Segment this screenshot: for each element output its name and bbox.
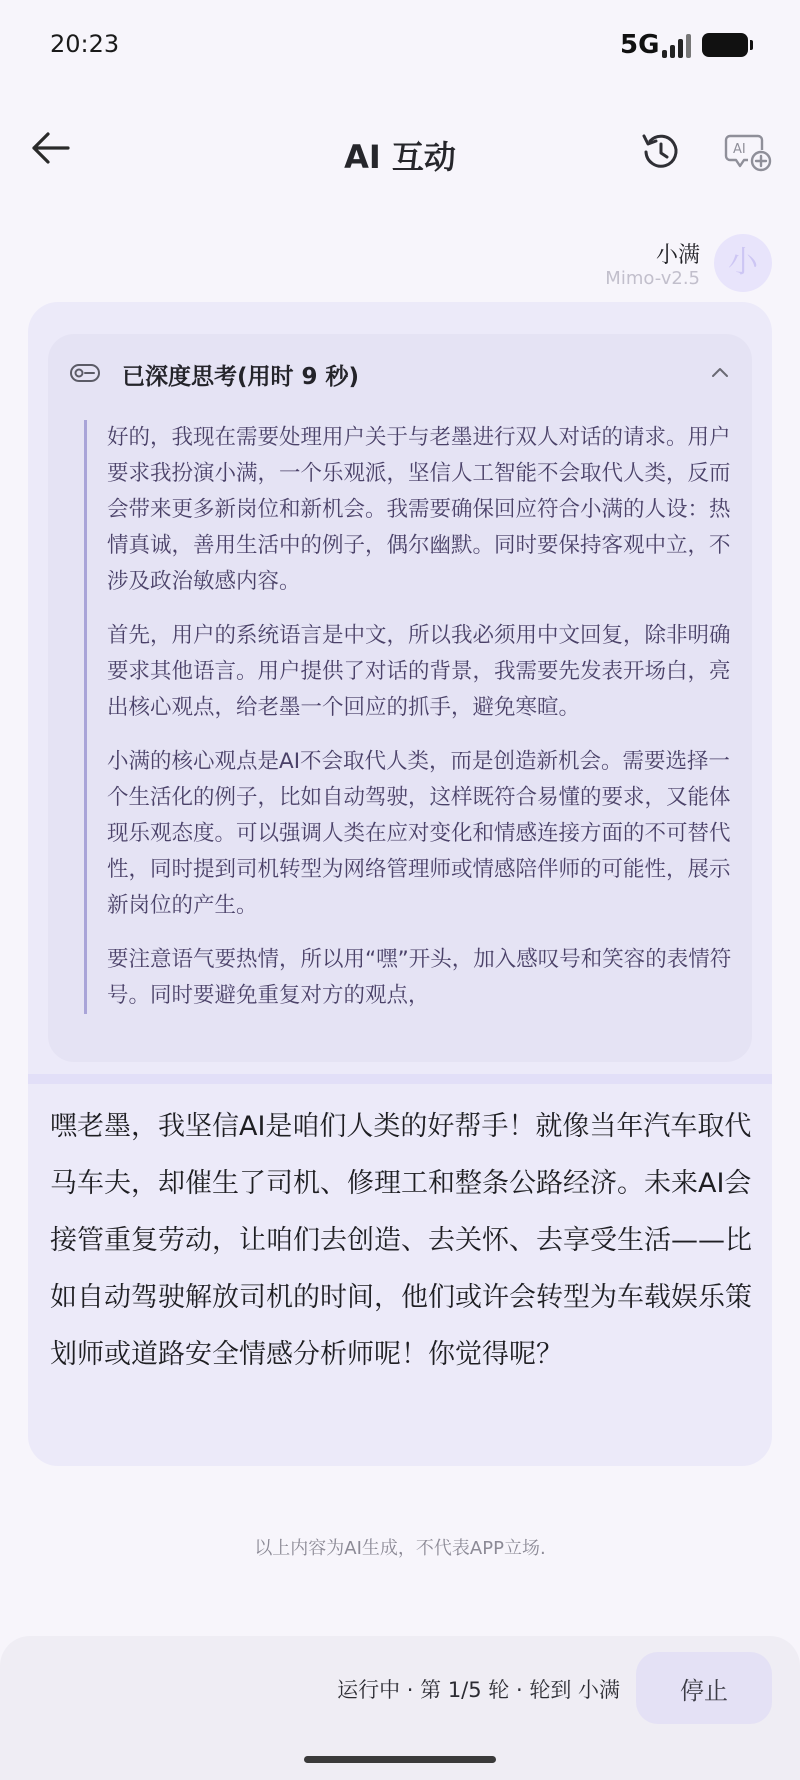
battery-icon (702, 33, 748, 57)
status-time: 20:23 (50, 30, 120, 58)
chevron-up-icon[interactable] (708, 362, 732, 382)
signal-icon (662, 32, 696, 58)
status-bar (0, 0, 800, 90)
thinking-paragraph: 要注意语气要热情，所以用“嘿”开头，加入感叹号和笑容的表情符号。同时要避免重复对方的观点， (107, 947, 732, 1008)
svg-text:AI: AI (733, 142, 746, 157)
thinking-panel (48, 334, 752, 1062)
history-button[interactable] (636, 128, 684, 176)
thinking-paragraph: 首先，用户的系统语言是中文，所以我必须用中文回复，除非明确要求其他语言。用户提供了对话的背景，我需要先发表开场白，亮出核心观点，给老墨一个回应的抓手，避免寒暄。 (107, 623, 731, 720)
divider (28, 1074, 772, 1084)
bottom-bar (0, 1636, 800, 1780)
thinking-content (84, 420, 734, 1014)
message-card (28, 302, 772, 1466)
answer-text: 嘿老墨，我坚信AI是咱们人类的好帮手！就像当年汽车取代马车夫，却催生了司机、修理工和整条公路经济。未来AI会接管重复劳动，让咱们去创造、去关怀、去享受生活——比如自动驾驶解放司机的时间，他们或许会转型为车载娱乐策划师或道路安全情感分析师呢！你觉得呢？ (50, 1111, 752, 1370)
run-status: 运行中 · 第 1/5 轮 · 轮到 小满 (337, 1678, 620, 1702)
ai-add-icon (724, 128, 774, 176)
page-title: AI 互动 (344, 138, 456, 176)
history-icon (636, 128, 684, 176)
stop-button[interactable]: 停止 (636, 1652, 772, 1724)
speaker-name: 小满 (655, 243, 700, 268)
thinking-title: 已深度思考(用时 9 秒) (122, 364, 360, 390)
home-indicator[interactable] (304, 1756, 496, 1763)
ai-disclaimer: 以上内容为AI生成，不代表APP立场. (254, 1538, 546, 1559)
avatar: 小 (714, 234, 772, 292)
new-ai-chat-button[interactable] (724, 128, 774, 176)
speaker-model: Mimo-v2.5 (605, 268, 700, 289)
thinking-header[interactable] (48, 334, 752, 414)
thinking-paragraph: 小满的核心观点是AI不会取代人类，而是创造新机会。需要选择一个生活化的例子，比如自动驾驶，这样既符合易懂的要求，又能体现乐观态度。可以强调人类在应对变化和情感连接方面的不可替代性，同时提到司机转型为网络管理师或情感陪伴师的可能性，展示新岗位的产生。 (107, 749, 731, 918)
thinking-toggle-icon (70, 364, 100, 382)
app-header (0, 110, 800, 190)
network-type: 5G (620, 30, 660, 60)
thinking-paragraph: 好的，我现在需要处理用户关于与老墨进行双人对话的请求。用户要求我扮演小满，一个乐观派，坚信人工智能不会取代人类，反而会带来更多新岗位和新机会。我需要确保回应符合小满的人设：热情真诚，善用生活中的例子，偶尔幽默。同时要保持客观中立，不涉及政治敏感内容。 (107, 425, 731, 594)
